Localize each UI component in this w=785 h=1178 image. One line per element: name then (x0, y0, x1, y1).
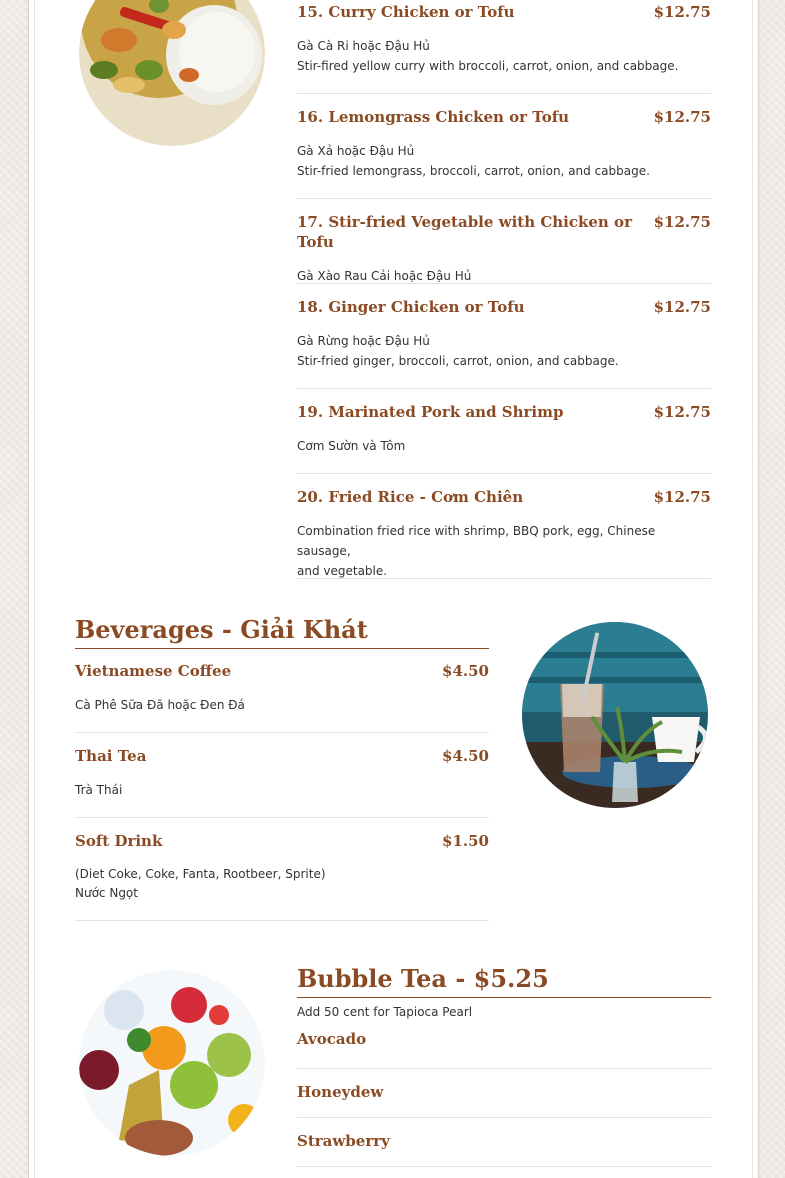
beverages-title: Beverages - Giải Khát (75, 614, 489, 649)
flavor-item: Avocado (297, 1026, 711, 1069)
item-price: $12.75 (653, 213, 711, 231)
bubble-tea-section (297, 963, 711, 1167)
item-description (297, 36, 711, 76)
menu-item (297, 487, 711, 579)
tapioca-note: Add 50 cent for Tapioca Pearl (297, 1005, 473, 1019)
menu-item (297, 297, 711, 389)
item-price: $12.75 (653, 298, 711, 316)
curry-dish-image (79, 0, 265, 146)
item-description (75, 865, 489, 903)
item-name: 20. Fried Rice - Cơm Chiên (297, 488, 524, 506)
main-dishes-list (297, 2, 711, 579)
item-desc-line: Cà Phê Sữa Đã hoặc Đen Đá (75, 698, 245, 712)
item-desc-line: Stir-fried ginger, broccoli, carrot, onion, and cabbage. (297, 354, 619, 368)
item-price: $4.50 (442, 747, 489, 765)
item-name: Thai Tea (75, 747, 147, 765)
beverage-item (75, 746, 489, 818)
item-desc-line: Gà Rừng hoặc Đậu Hủ (297, 334, 430, 348)
item-desc-line: (Diet Coke, Coke, Fanta, Rootbeer, Sprite) (75, 867, 326, 881)
item-name: Vietnamese Coffee (75, 662, 232, 680)
item-description (297, 331, 711, 371)
menu-item (297, 2, 711, 94)
menu-item (297, 107, 711, 199)
item-desc-line: Cơm Sườn và Tôm (297, 439, 406, 453)
item-name: 15. Curry Chicken or Tofu (297, 3, 515, 21)
item-desc-line: Gà Cà Ri hoặc Đậu Hủ (297, 39, 430, 53)
item-price: $12.75 (653, 488, 711, 506)
beverages-section (75, 614, 489, 921)
item-desc-line: Stir-fried lemongrass, broccoli, carrot, onion, and cabbage. (297, 164, 650, 178)
item-desc-line: Stir-fired yellow curry with broccoli, carrot, onion, and cabbage. (297, 59, 679, 73)
item-price: $1.50 (442, 832, 489, 850)
bubble-tea-title: Bubble Tea - $5.25 (297, 963, 711, 998)
flavor-item: Strawberry (297, 1118, 711, 1167)
item-name: 16. Lemongrass Chicken or Tofu (297, 108, 570, 126)
item-name: 17. Stir-fried Vegetable with Chicken or Tofu (297, 213, 632, 251)
item-description (297, 141, 711, 181)
item-description (297, 521, 711, 581)
beverage-item (75, 831, 489, 921)
item-desc-line: Gà Xào Rau Cải hoặc Đậu Hủ (297, 269, 472, 283)
item-price: $12.75 (653, 108, 711, 126)
item-desc-line: Gà Xả hoặc Đậu Hủ (297, 144, 415, 158)
item-name: Soft Drink (75, 832, 163, 850)
item-price: $12.75 (653, 403, 711, 421)
fruit-image (79, 970, 265, 1156)
menu-page (28, 0, 759, 1178)
item-price: $4.50 (442, 662, 489, 680)
beverage-item (75, 661, 489, 733)
item-price: $12.75 (653, 3, 711, 21)
item-desc-line: and vegetable. (297, 564, 388, 578)
item-description (297, 266, 711, 286)
item-desc-line: Combination fried rice with shrimp, BBQ pork, egg, Chinese sausage, (297, 524, 656, 558)
item-description (75, 780, 489, 800)
item-name: 18. Ginger Chicken or Tofu (297, 298, 525, 316)
menu-item (297, 212, 711, 284)
flavor-item: Honeydew (297, 1069, 711, 1118)
menu-item (297, 402, 711, 474)
item-name: 19. Marinated Pork and Shrimp (297, 403, 564, 421)
item-description (297, 436, 711, 456)
item-desc-line: Trà Thái (75, 783, 123, 797)
coffee-image (522, 622, 708, 808)
item-description (75, 695, 489, 715)
item-desc-line: Nước Ngọt (75, 886, 138, 900)
